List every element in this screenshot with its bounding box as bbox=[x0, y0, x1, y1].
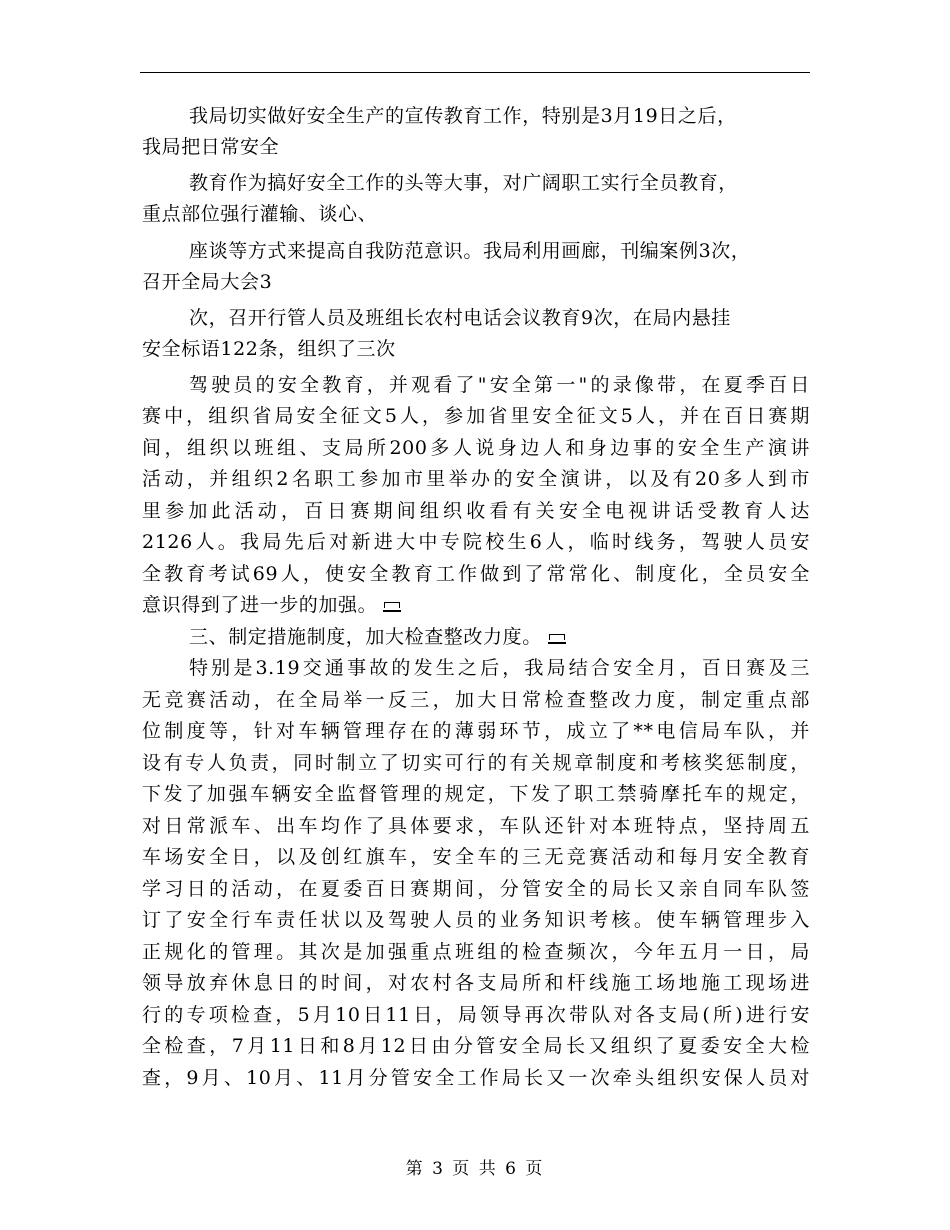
text-line: 赛中，组织省局安全征文5人，参加省里安全征文5人，并在百日赛期 bbox=[142, 405, 810, 427]
text-line: 我局切实做好安全生产的宣传教育工作，特别是3月19日之后， bbox=[189, 105, 737, 127]
text-line: 驾驶员的安全教育，并观看了"安全第一"的录像带，在夏季百日 bbox=[189, 374, 810, 396]
text-line: 领导放弃休息日的时间，对农村各支局所和杆线施工场地施工现场进 bbox=[142, 972, 810, 994]
text-line-content: 意识得到了进一步的加强。 bbox=[142, 594, 378, 616]
text-line: 里参加此活动，百日赛期间组织收看有关安全电视讲话受教育人达 bbox=[142, 500, 810, 522]
paragraph-mark-icon bbox=[383, 602, 401, 612]
text-line: 重点部位强行灌输、谈心、 bbox=[142, 203, 378, 225]
text-line: 全检查，7月11日和8月12日由分管安全局长又组织了夏委安全大检 bbox=[142, 1035, 810, 1057]
text-line bbox=[142, 593, 810, 617]
page-footer: 第 3 页 共 6 页 bbox=[405, 1159, 545, 1179]
text-line: 2126人。我局先后对新进大中专院校生6人，临时线务，驾驶人员安 bbox=[142, 531, 810, 553]
text-line: 我局把日常安全 bbox=[142, 136, 280, 158]
header-rule bbox=[140, 72, 810, 73]
text-line: 教育作为搞好安全工作的头等大事，对广阔职工实行全员教育， bbox=[189, 172, 738, 194]
text-line: 对日常派车、出车均作了具体要求，车队还针对本班特点，坚持周五 bbox=[142, 815, 810, 837]
text-line: 全教育考试69人，使安全教育工作做到了常常化、制度化，全员安全 bbox=[142, 563, 810, 585]
text-line: 学习日的活动，在夏委百日赛期间，分管安全的局长又亲自同车队签 bbox=[142, 878, 810, 900]
text-line: 查，9月、10月、11月分管安全工作局长又一次牵头组织安保人员对 bbox=[142, 1067, 810, 1089]
section-heading bbox=[189, 625, 810, 649]
text-line: 次，召开行管人员及班组长农村电话会议教育9次，在局内悬挂 bbox=[189, 307, 731, 329]
paragraph-mark-icon bbox=[548, 634, 566, 644]
text-line: 位制度等，针对车辆管理存在的薄弱环节，成立了**电信局车队，并 bbox=[142, 720, 810, 742]
text-line: 召开全局大会3 bbox=[142, 271, 273, 293]
text-line: 活动，并组织2名职工参加市里举办的安全演讲，以及有20多人到市 bbox=[142, 468, 810, 490]
text-line: 无竞赛活动，在全局举一反三，加大日常检查整改力度，制定重点部 bbox=[142, 689, 810, 711]
text-line: 订了安全行车责任状以及驾驶人员的业务知识考核。使车辆管理步入 bbox=[142, 909, 810, 931]
text-line: 座谈等方式来提高自我防范意识。我局利用画廊，刊编案例3次， bbox=[189, 240, 751, 262]
text-line: 车场安全日，以及创红旗车，安全车的三无竞赛活动和每月安全教育 bbox=[142, 846, 810, 868]
text-line: 安全标语122条，组织了三次 bbox=[142, 338, 396, 360]
text-line: 设有专人负责，同时制立了切实可行的有关规章制度和考核奖惩制度， bbox=[142, 752, 810, 774]
section-heading-text: 三、制定措施制度，加大检查整改力度。 bbox=[189, 626, 542, 648]
text-line: 下发了加强车辆安全监督管理的规定，下发了职工禁骑摩托车的规定， bbox=[142, 783, 810, 805]
text-line: 特别是3.19交通事故的发生之后，我局结合安全月，百日赛及三 bbox=[189, 657, 810, 679]
text-line: 正规化的管理。其次是加强重点班组的检查频次，今年五月一日，局 bbox=[142, 941, 810, 963]
text-line: 间，组织以班组、支局所200多人说身边人和身边事的安全生产演讲 bbox=[142, 437, 810, 459]
text-line: 行的专项检查，5月10日11日，局领导再次带队对各支局(所)进行安 bbox=[142, 1004, 810, 1026]
